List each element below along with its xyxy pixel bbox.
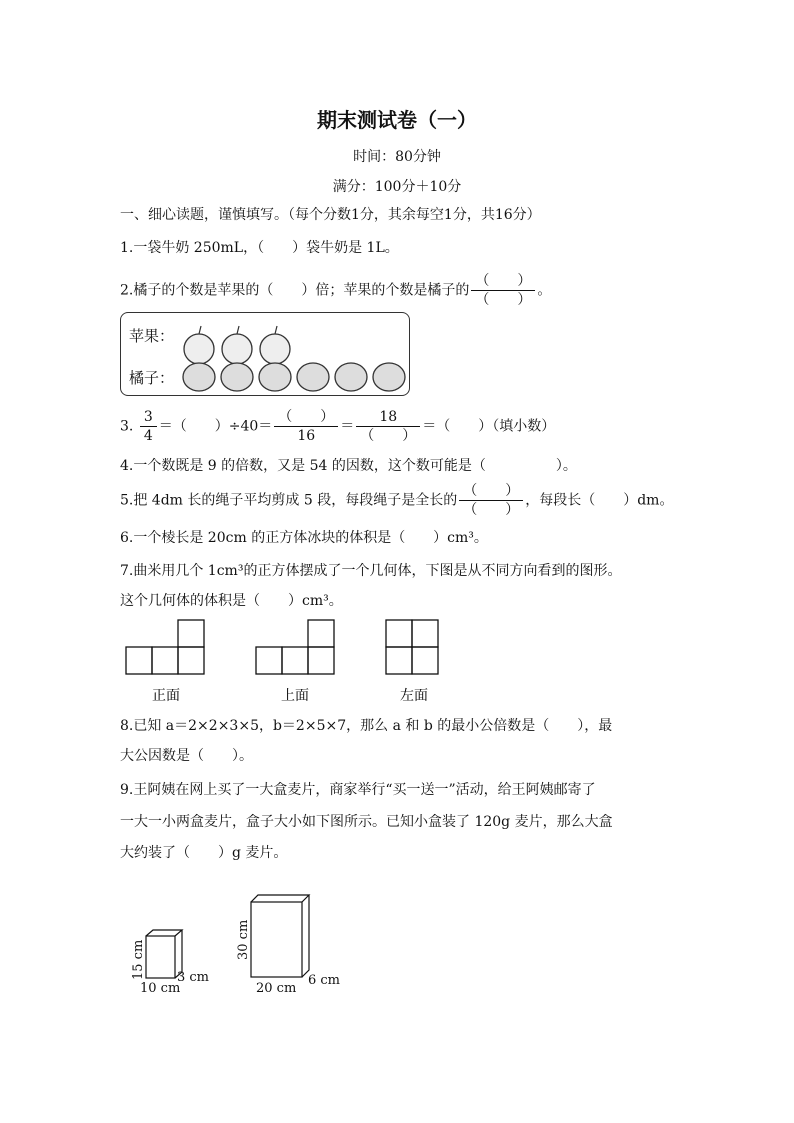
question-6: 6.一个棱长是 20cm 的正方体冰块的体积是（ ）cm³。 xyxy=(120,530,488,546)
left-view-label: 左面 xyxy=(400,688,428,704)
question-2-text: 2.橘子的个数是苹果的（ ）倍；苹果的个数是橘子的 xyxy=(120,282,470,299)
question-3-fraction-3 xyxy=(356,408,420,445)
question-5-fraction xyxy=(459,482,523,519)
fruit-figure xyxy=(120,312,410,396)
fraction-numerator: 3 xyxy=(140,408,157,427)
fraction-numerator: （ ） xyxy=(471,272,535,291)
question-5-text: 5.把 4dm 长的绳子平均剪成 5 段，每段绳子是全长的 xyxy=(120,492,458,509)
question-2-end: 。 xyxy=(537,282,552,299)
orange-icon xyxy=(373,363,405,391)
orange-icon xyxy=(183,363,215,391)
small-box-height-label: 15 cm xyxy=(131,939,146,980)
question-5-end: ，每段长（ ）dm。 xyxy=(525,492,674,509)
exam-time: 时间：80分钟 xyxy=(353,149,441,165)
question-3-middle-1: ＝（ ）÷40＝ xyxy=(158,418,273,435)
top-view-label: 上面 xyxy=(281,688,309,704)
fraction-denominator: （ ） xyxy=(463,502,520,518)
big-box-width-label: 20 cm xyxy=(256,981,297,996)
fruit-drawing xyxy=(181,317,411,395)
question-3-fraction-2 xyxy=(274,408,338,445)
question-5 xyxy=(120,482,673,519)
orange-label: 橘子： xyxy=(129,369,175,387)
question-3 xyxy=(120,408,555,445)
question-9-line-3: 大约装了（ ）g 麦片。 xyxy=(120,845,288,861)
big-box-height-label: 30 cm xyxy=(236,919,251,960)
apple-icon xyxy=(222,326,252,364)
question-3-middle-2: ＝ xyxy=(340,418,355,435)
orange-icon xyxy=(221,363,253,391)
fraction-denominator: 4 xyxy=(143,428,153,444)
apple-icon xyxy=(260,326,290,364)
apple-icon xyxy=(184,326,214,364)
fraction-denominator: 16 xyxy=(297,428,316,444)
question-7-line-1: 7.曲米用几个 1cm³的正方体摆成了一个几何体，下图是从不同方向看到的图形。 xyxy=(120,563,622,579)
question-9-line-1: 9.王阿姨在网上买了一大盒麦片，商家举行“买一送一”活动，给王阿姨邮寄了 xyxy=(120,782,596,798)
question-4: 4.一个数既是 9 的倍数，又是 54 的因数，这个数可能是（ ）。 xyxy=(120,458,577,474)
big-box-depth-label: 6 cm xyxy=(308,973,341,988)
question-8-line-1: 8.已知 a＝2×2×3×5，b＝2×5×7，那么 a 和 b 的最小公倍数是（ ），最 xyxy=(120,718,613,734)
fraction-numerator: （ ） xyxy=(274,408,338,427)
question-3-end: ＝（ ）（填小数） xyxy=(422,418,556,435)
orange-icon xyxy=(297,363,329,391)
question-7-line-2: 这个几何体的体积是（ ）cm³。 xyxy=(120,593,343,609)
fraction-denominator: （ ） xyxy=(360,428,417,444)
orange-icon xyxy=(335,363,367,391)
fraction-denominator: （ ） xyxy=(475,292,532,308)
fraction-numerator: （ ） xyxy=(459,482,523,501)
question-3-fraction-1 xyxy=(140,408,157,445)
small-box-width-label: 10 cm xyxy=(140,981,181,996)
page-title: 期末测试卷（一） xyxy=(317,108,477,132)
big-box xyxy=(251,895,309,977)
three-views-figure xyxy=(120,615,450,710)
front-view xyxy=(126,620,204,674)
question-1: 1.一袋牛奶 250mL，（ ）袋牛奶是 1L。 xyxy=(120,240,399,256)
question-3-number: 3. xyxy=(120,418,134,435)
left-view xyxy=(386,620,438,674)
orange-icon xyxy=(259,363,291,391)
top-view xyxy=(256,620,334,674)
section-heading: 一、细心读题，谨慎填写。（每个分数1分，其余每空1分，共16分） xyxy=(120,207,541,223)
exam-score: 满分：100分＋10分 xyxy=(332,179,462,195)
fraction-numerator: 18 xyxy=(356,408,420,427)
cereal-boxes-figure xyxy=(120,880,360,1000)
question-8-line-2: 大公因数是（ ）。 xyxy=(120,748,253,764)
question-9-line-2: 一大一小两盒麦片，盒子大小如下图所示。已知小盒装了 120g 麦片，那么大盒 xyxy=(120,814,613,830)
front-view-label: 正面 xyxy=(152,688,180,704)
small-box-depth-label: 3 cm xyxy=(177,970,210,985)
apple-label: 苹果： xyxy=(129,327,175,345)
question-2 xyxy=(120,272,551,309)
question-2-fraction xyxy=(471,272,535,309)
